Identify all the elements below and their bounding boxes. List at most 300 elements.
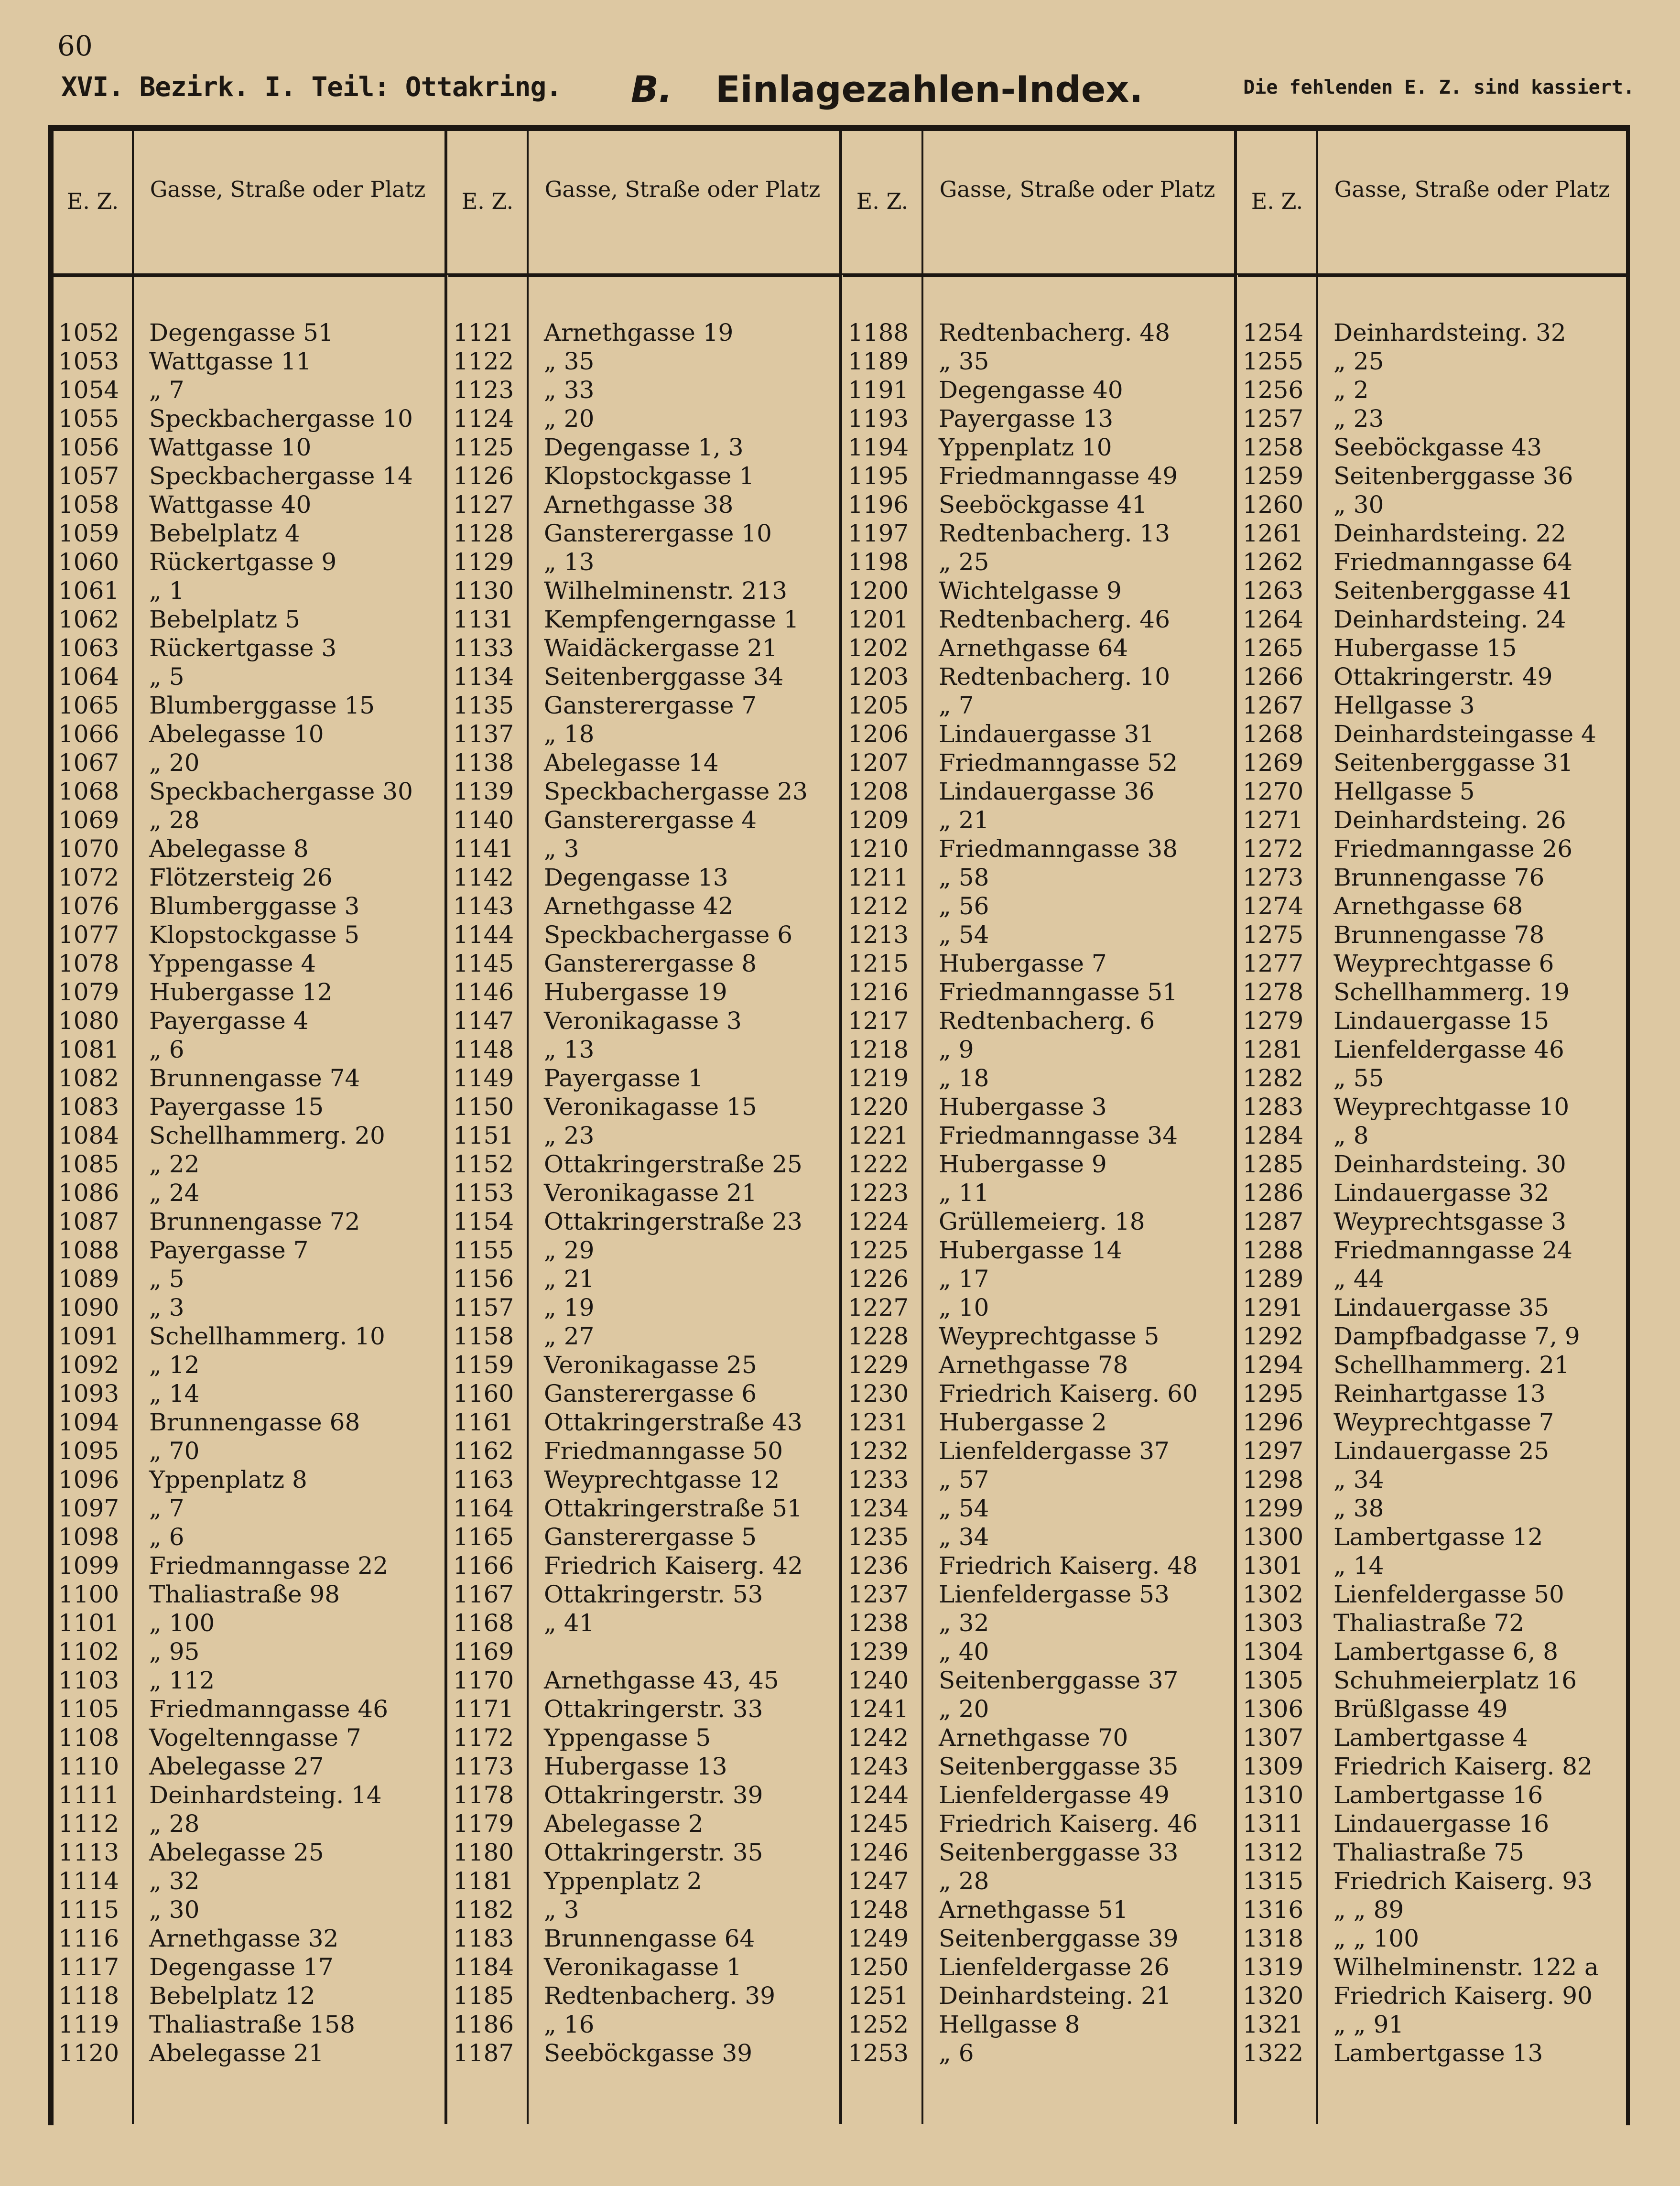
- table-row: [843, 1379, 1235, 1408]
- ez-number: 1160: [453, 1380, 514, 1407]
- ez-number: 1161: [453, 1408, 514, 1436]
- ez-number: 1271: [1243, 806, 1304, 834]
- table-row: [448, 1035, 840, 1064]
- ez-number: 1186: [453, 2011, 514, 2038]
- ez-number: 1135: [453, 692, 514, 719]
- street-address: Wattgasse 10: [149, 433, 312, 461]
- street-address: Speckbachergasse 23: [544, 778, 808, 805]
- street-address: Veronikagasse 21: [544, 1179, 757, 1207]
- table-row: [448, 1179, 840, 1207]
- table-row: [1238, 1666, 1630, 1695]
- street-address: Arnethgasse 78: [939, 1351, 1128, 1379]
- ez-number: 1246: [848, 1839, 909, 1866]
- table-row: [448, 433, 840, 462]
- column-header: [843, 131, 1235, 277]
- cancelled-note: Die fehlenden E. Z. sind kassiert.: [1243, 76, 1635, 98]
- street-address: Friedrich Kaiserg. 46: [939, 1810, 1198, 1838]
- street-address: Flötzersteig 26: [149, 864, 333, 891]
- table-row: [54, 1408, 445, 1437]
- table-row: [1238, 2010, 1630, 2039]
- table-rows: [54, 318, 445, 2067]
- street-address: Thaliastraße 98: [149, 1580, 340, 1608]
- ez-number: 1102: [58, 1638, 119, 1666]
- table-row: [54, 1494, 445, 1523]
- table-row: [1238, 1494, 1630, 1523]
- table-row: [1238, 376, 1630, 404]
- ez-number: 1217: [848, 1007, 909, 1035]
- table-row: [1238, 1895, 1630, 1924]
- ez-number: 1309: [1243, 1753, 1304, 1780]
- table-row: [1238, 863, 1630, 892]
- ez-number: 1187: [453, 2039, 514, 2067]
- street-address: Lambertgasse 16: [1333, 1781, 1543, 1809]
- table-row: [1238, 892, 1630, 920]
- ez-number: 1111: [58, 1781, 119, 1809]
- ez-number: 1301: [1243, 1552, 1304, 1580]
- street-address: Friedmanngasse 38: [939, 835, 1178, 863]
- street-address: „ 54: [939, 1494, 989, 1522]
- street-address: Schellhammerg. 10: [149, 1322, 385, 1350]
- street-address: Lienfeldergasse 26: [939, 1953, 1170, 1981]
- table-row: [448, 662, 840, 691]
- ez-number: 1212: [848, 892, 909, 920]
- column-divider: [444, 131, 447, 2124]
- street-address: Hubergasse 13: [544, 1753, 727, 1780]
- street-address: Lienfeldergasse 37: [939, 1437, 1170, 1465]
- ez-number: 1141: [453, 835, 514, 863]
- table-row: [54, 806, 445, 834]
- ez-number: 1150: [453, 1093, 514, 1121]
- ez-number: 1297: [1243, 1437, 1304, 1465]
- ez-number: 1113: [58, 1839, 119, 1866]
- ez-number: 1269: [1243, 749, 1304, 777]
- street-address: „ 70: [149, 1437, 200, 1465]
- table-row: [54, 404, 445, 433]
- column-header: [54, 131, 445, 277]
- table-row: [54, 1666, 445, 1695]
- ez-number: 1138: [453, 749, 514, 777]
- street-address: „ 58: [939, 864, 989, 891]
- ez-number: 1281: [1243, 1036, 1304, 1063]
- table-row: [1238, 1953, 1630, 1981]
- street-address: „ 10: [939, 1294, 989, 1321]
- table-row: [1238, 1637, 1630, 1666]
- table-row: [54, 1121, 445, 1150]
- ez-number: 1118: [58, 1982, 119, 2010]
- street-address: „ 3: [149, 1294, 184, 1321]
- ez-number: 1143: [453, 892, 514, 920]
- street-address: „ 32: [149, 1867, 200, 1895]
- ez-number: 1091: [58, 1322, 119, 1350]
- table-row: [448, 519, 840, 548]
- ez-number: 1295: [1243, 1380, 1304, 1407]
- ez-number: 1052: [58, 319, 119, 346]
- street-address: „ 100: [149, 1609, 215, 1637]
- ez-number: 1124: [453, 405, 514, 433]
- street-address: Schuhmeierplatz 16: [1333, 1667, 1577, 1694]
- table-row: [54, 1265, 445, 1293]
- table-row: [843, 1494, 1235, 1523]
- table-row: [1238, 1924, 1630, 1953]
- street-address: Deinhardsteing. 22: [1333, 519, 1566, 547]
- ez-number: 1139: [453, 778, 514, 805]
- table-row: [1238, 662, 1630, 691]
- street-address: Friedmanngasse 51: [939, 978, 1178, 1006]
- table-row: [54, 1723, 445, 1752]
- table-row: [1238, 462, 1630, 490]
- table-row: [1238, 1981, 1630, 2010]
- ez-number: 1155: [453, 1236, 514, 1264]
- header-ez: E. Z.: [66, 188, 119, 214]
- column-divider: [1234, 131, 1237, 2124]
- street-address: „ 38: [1333, 1494, 1384, 1522]
- ez-number: 1154: [453, 1208, 514, 1235]
- street-address: „ 25: [1333, 347, 1384, 375]
- street-address: „ 19: [544, 1294, 595, 1321]
- ez-number: 1147: [453, 1007, 514, 1035]
- street-address: Friedmanngasse 34: [939, 1122, 1178, 1149]
- ez-number: 1210: [848, 835, 909, 863]
- ez-number: 1173: [453, 1753, 514, 1780]
- table-row: [1238, 920, 1630, 949]
- ez-number: 1248: [848, 1896, 909, 1924]
- street-address: Friedrich Kaiserg. 42: [544, 1552, 803, 1580]
- street-address: Friedrich Kaiserg. 90: [1333, 1982, 1593, 2010]
- ez-number: 1307: [1243, 1724, 1304, 1752]
- table-row: [54, 1150, 445, 1179]
- ez-number: 1305: [1243, 1667, 1304, 1694]
- street-address: Abelegasse 21: [149, 2039, 324, 2067]
- ez-number: 1222: [848, 1150, 909, 1178]
- street-address: Reinhartgasse 13: [1333, 1380, 1546, 1407]
- ez-number: 1260: [1243, 491, 1304, 519]
- street-address: Friedmanngasse 24: [1333, 1236, 1573, 1264]
- ez-number: 1316: [1243, 1896, 1304, 1924]
- street-address: Friedmanngasse 22: [149, 1552, 389, 1580]
- table-row: [448, 1408, 840, 1437]
- ez-number: 1151: [453, 1122, 514, 1149]
- ez-number: 1184: [453, 1953, 514, 1981]
- ez-number: 1189: [848, 347, 909, 375]
- ez-number: 1095: [58, 1437, 119, 1465]
- ez-number: 1103: [58, 1667, 119, 1694]
- table-row: [448, 634, 840, 662]
- ez-number: 1145: [453, 950, 514, 977]
- table-row: [448, 1781, 840, 1809]
- table-row: [54, 2039, 445, 2067]
- table-row: [1238, 2039, 1630, 2067]
- street-address: „ 3: [544, 1896, 579, 1924]
- street-address: Blumberggasse 15: [149, 692, 375, 719]
- street-address: Grüllemeierg. 18: [939, 1208, 1145, 1235]
- street-address: „ 13: [544, 548, 595, 576]
- street-address: Veronikagasse 1: [544, 1953, 742, 1981]
- street-address: „ 34: [939, 1523, 989, 1551]
- ez-number: 1311: [1243, 1810, 1304, 1838]
- ez-number: 1299: [1243, 1494, 1304, 1522]
- street-address: Seitenberggasse 36: [1333, 462, 1573, 490]
- ez-number: 1166: [453, 1552, 514, 1580]
- street-address: Seitenberggasse 34: [544, 663, 784, 691]
- street-address: Friedmanngasse 50: [544, 1437, 783, 1465]
- street-address: „ 54: [939, 921, 989, 949]
- street-address: Arnethgasse 42: [544, 892, 734, 920]
- street-address: Seitenberggasse 39: [939, 1925, 1179, 1952]
- table-row: [843, 1838, 1235, 1867]
- street-address: Deinhardsteing. 21: [939, 1982, 1171, 2010]
- ez-number: 1097: [58, 1494, 119, 1522]
- ez-number: 1245: [848, 1810, 909, 1838]
- street-address: Ottakringerstr. 35: [544, 1839, 763, 1866]
- street-address: Arnethgasse 43, 45: [544, 1667, 779, 1694]
- table-row: [54, 1781, 445, 1809]
- ez-number: 1250: [848, 1953, 909, 1981]
- street-address: Kempfengerngasse 1: [544, 606, 799, 633]
- ez-number: 1322: [1243, 2039, 1304, 2067]
- table-row: [448, 1981, 840, 2010]
- street-address: Thaliastraße 72: [1333, 1609, 1525, 1637]
- ez-number: 1144: [453, 921, 514, 949]
- ez-number: 1266: [1243, 663, 1304, 691]
- table-row: [1238, 404, 1630, 433]
- ez-number: 1112: [58, 1810, 119, 1838]
- street-address: Payergasse 13: [939, 405, 1114, 433]
- ez-number: 1054: [58, 376, 119, 404]
- street-address: Wilhelminenstr. 213: [544, 577, 788, 605]
- street-address: „ 30: [149, 1896, 200, 1924]
- ez-number: 1134: [453, 663, 514, 691]
- ez-number: 1205: [848, 692, 909, 719]
- table-row: [448, 1809, 840, 1838]
- ez-number: 1264: [1243, 606, 1304, 633]
- street-address: Hubergasse 3: [939, 1093, 1107, 1121]
- table-row: [54, 1580, 445, 1609]
- street-address: Seitenberggasse 31: [1333, 749, 1573, 777]
- ez-number: 1194: [848, 433, 909, 461]
- street-address: „ „ 89: [1333, 1896, 1404, 1924]
- ez-number: 1298: [1243, 1466, 1304, 1493]
- ez-number: 1072: [58, 864, 119, 891]
- street-address: „ 23: [1333, 405, 1384, 433]
- street-address: „ 21: [939, 806, 989, 834]
- street-address: „ 7: [149, 1494, 184, 1522]
- ez-number: 1169: [453, 1638, 514, 1666]
- ez-number: 1252: [848, 2011, 909, 2038]
- table-row: [54, 863, 445, 892]
- ez-number: 1282: [1243, 1064, 1304, 1092]
- street-address: Degengasse 1, 3: [544, 433, 744, 461]
- ez-number: 1123: [453, 376, 514, 404]
- ez-number: 1208: [848, 778, 909, 805]
- ez-number: 1279: [1243, 1007, 1304, 1035]
- ez-number: 1226: [848, 1265, 909, 1293]
- street-address: Thaliastraße 158: [149, 2011, 355, 2038]
- ez-number: 1198: [848, 548, 909, 576]
- street-address: Hubergasse 9: [939, 1150, 1107, 1178]
- ez-number: 1165: [453, 1523, 514, 1551]
- ez-number: 1110: [58, 1753, 119, 1780]
- ez-number: 1262: [1243, 548, 1304, 576]
- ez-number: 1079: [58, 978, 119, 1006]
- street-address: „ 25: [939, 548, 989, 576]
- table-row: [843, 1981, 1235, 2010]
- table-row: [54, 376, 445, 404]
- table-row: [54, 1006, 445, 1035]
- ez-number: 1265: [1243, 634, 1304, 662]
- table-row: [1238, 777, 1630, 806]
- table-row: [843, 1437, 1235, 1465]
- ez-number: 1207: [848, 749, 909, 777]
- table-row: [448, 2039, 840, 2067]
- table-row: [448, 1838, 840, 1867]
- table-row: [843, 691, 1235, 720]
- street-address: Weyprechtgasse 10: [1333, 1093, 1570, 1121]
- table-row: [843, 1609, 1235, 1637]
- table-row: [843, 978, 1235, 1006]
- ez-number: 1100: [58, 1580, 119, 1608]
- ez-number: 1081: [58, 1036, 119, 1063]
- ez-number: 1142: [453, 864, 514, 891]
- street-address: Friedmanngasse 52: [939, 749, 1178, 777]
- street-address: Deinhardsteing. 24: [1333, 606, 1566, 633]
- street-address: Klopstockgasse 5: [149, 921, 360, 949]
- table-row: [54, 1895, 445, 1924]
- ez-number: 1251: [848, 1982, 909, 2010]
- ez-number: 1185: [453, 1982, 514, 2010]
- page-number: 60: [57, 30, 93, 62]
- table-row: [1238, 1781, 1630, 1809]
- table-row: [1238, 548, 1630, 576]
- ez-number: 1237: [848, 1580, 909, 1608]
- ez-number: 1221: [848, 1122, 909, 1149]
- table-row: [448, 1666, 840, 1695]
- table-row: [1238, 519, 1630, 548]
- table-row: [843, 1752, 1235, 1781]
- street-address: „ 28: [149, 806, 200, 834]
- street-address: Lindauergasse 15: [1333, 1007, 1550, 1035]
- ez-number: 1080: [58, 1007, 119, 1035]
- street-address: Thaliastraße 75: [1333, 1839, 1525, 1866]
- ez-number: 1255: [1243, 347, 1304, 375]
- table-row: [843, 376, 1235, 404]
- table-row: [54, 433, 445, 462]
- street-address: Lienfeldergasse 49: [939, 1781, 1170, 1809]
- street-address: Friedrich Kaiserg. 82: [1333, 1753, 1593, 1780]
- table-row: [54, 1379, 445, 1408]
- street-address: Gansterergasse 6: [544, 1380, 757, 1407]
- table-row: [843, 920, 1235, 949]
- table-row: [54, 1981, 445, 2010]
- ez-number: 1164: [453, 1494, 514, 1522]
- ez-number: 1131: [453, 606, 514, 633]
- ez-number: 1077: [58, 921, 119, 949]
- table-row: [843, 1093, 1235, 1121]
- table-row: [448, 949, 840, 978]
- ez-number: 1270: [1243, 778, 1304, 805]
- street-address: Gansterergasse 4: [544, 806, 757, 834]
- street-address: Abelegasse 27: [149, 1753, 324, 1780]
- street-address: Rückertgasse 9: [149, 548, 337, 576]
- street-address: Wichtelgasse 9: [939, 577, 1122, 605]
- table-row: [54, 920, 445, 949]
- table-row: [1238, 1236, 1630, 1265]
- table-row: [54, 1523, 445, 1551]
- table-row: [843, 1666, 1235, 1695]
- table-row: [1238, 1465, 1630, 1494]
- table-row: [54, 1695, 445, 1723]
- column-header: [448, 131, 840, 277]
- street-address: „ 21: [544, 1265, 595, 1293]
- ez-number: 1315: [1243, 1867, 1304, 1895]
- table-row: [843, 1035, 1235, 1064]
- ez-number: 1078: [58, 950, 119, 977]
- ez-number: 1283: [1243, 1093, 1304, 1121]
- table-row: [1238, 949, 1630, 978]
- table-row: [1238, 1093, 1630, 1121]
- ez-number: 1291: [1243, 1294, 1304, 1321]
- street-address: Yppengasse 5: [544, 1724, 711, 1752]
- street-address: Gansterergasse 8: [544, 950, 757, 977]
- ez-number: 1088: [58, 1236, 119, 1264]
- ez-number: 1258: [1243, 433, 1304, 461]
- ez-number: 1096: [58, 1466, 119, 1493]
- street-address: Hubergasse 7: [939, 950, 1107, 977]
- ez-number: 1180: [453, 1839, 514, 1866]
- table-column: [54, 131, 445, 2124]
- street-address: „ 18: [544, 720, 595, 748]
- table-row: [448, 576, 840, 605]
- ez-number: 1067: [58, 749, 119, 777]
- ez-number: 1069: [58, 806, 119, 834]
- ez-number: 1098: [58, 1523, 119, 1551]
- ez-number: 1287: [1243, 1208, 1304, 1235]
- street-address: Wattgasse 11: [149, 347, 312, 375]
- ez-number: 1273: [1243, 864, 1304, 891]
- table-row: [1238, 1207, 1630, 1236]
- ez-number: 1125: [453, 433, 514, 461]
- ez-number: 1292: [1243, 1322, 1304, 1350]
- street-address: Friedmanngasse 46: [149, 1695, 389, 1723]
- ez-number: 1099: [58, 1552, 119, 1580]
- street-address: Lambertgasse 12: [1333, 1523, 1543, 1551]
- ez-number: 1319: [1243, 1953, 1304, 1981]
- ez-number: 1244: [848, 1781, 909, 1809]
- street-address: „ 24: [149, 1179, 200, 1207]
- ez-number: 1060: [58, 548, 119, 576]
- street-address: Bebelplatz 12: [149, 1982, 315, 2010]
- ez-number: 1193: [848, 405, 909, 433]
- table-row: [1238, 834, 1630, 863]
- street-address: Friedrich Kaiserg. 93: [1333, 1867, 1593, 1895]
- ez-number: 1219: [848, 1064, 909, 1092]
- table-row: [448, 920, 840, 949]
- table-row: [1238, 1437, 1630, 1465]
- table-row: [843, 777, 1235, 806]
- table-row: [843, 863, 1235, 892]
- street-address: Degengasse 17: [149, 1953, 334, 1981]
- ez-number: 1249: [848, 1925, 909, 1952]
- table-row: [843, 576, 1235, 605]
- street-address: „ 16: [544, 2011, 595, 2038]
- street-address: „ 57: [939, 1466, 989, 1493]
- table-row: [1238, 1523, 1630, 1551]
- street-address: „ 8: [1333, 1122, 1369, 1149]
- table-row: [54, 1093, 445, 1121]
- street-address: Gansterergasse 7: [544, 692, 757, 719]
- ez-number: 1318: [1243, 1925, 1304, 1952]
- street-address: Yppenplatz 8: [149, 1466, 307, 1493]
- table-row: [1238, 347, 1630, 376]
